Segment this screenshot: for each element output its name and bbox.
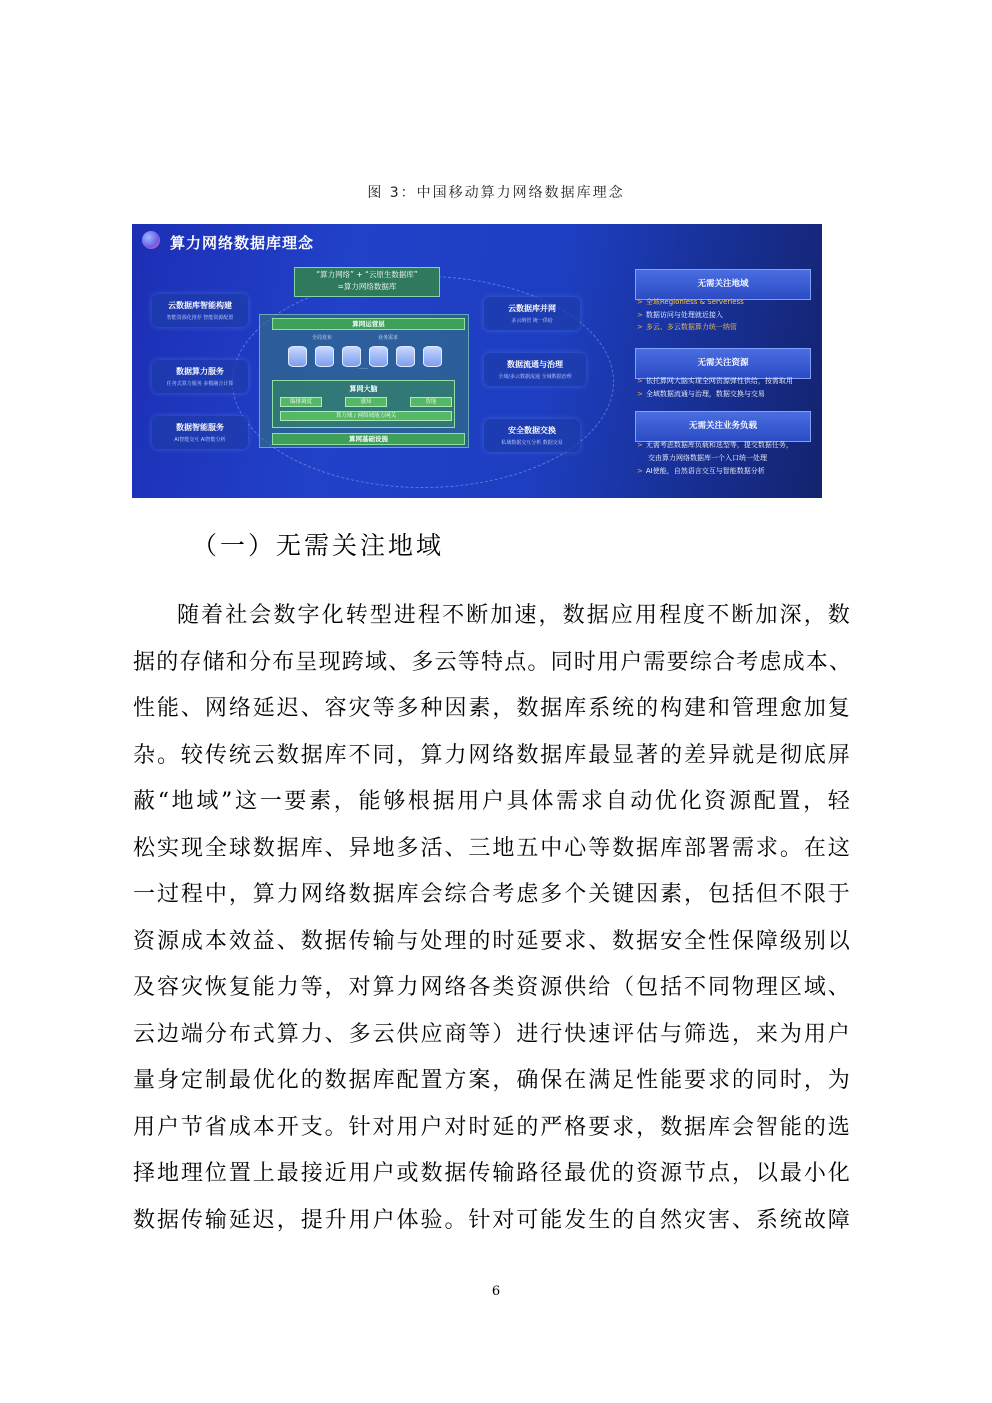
left-box-title: 数据算力服务 bbox=[176, 367, 224, 376]
left-box-smart-build bbox=[152, 294, 248, 327]
arrow-icon: > bbox=[637, 441, 643, 449]
body-line: 用户节省成本开支。针对用户对时延的严格要求，数据库会智能的选 bbox=[133, 1114, 851, 1140]
body-line: 及容灾恢复能力等，对算力网络各类资源供给（包括不同物理区域、 bbox=[133, 975, 851, 1000]
arrow-icon: > bbox=[637, 390, 643, 398]
body-paragraph bbox=[133, 593, 851, 1244]
panel-region-line-3 bbox=[637, 322, 737, 332]
left-box-sub: AI智能交互 AI智能分析 bbox=[174, 437, 226, 443]
brain-tag-gateway: 算力域 / 网络域能力网关 bbox=[280, 411, 452, 421]
right-box-sub: 全域/多云数据流通 全域数据治理 bbox=[498, 374, 572, 380]
left-box-title: 云数据库智能构建 bbox=[168, 301, 232, 310]
body-line: 云边端分布式算力、多云供应商等）进行快速评估与筛选，来为用户 bbox=[133, 1021, 851, 1047]
brain-tag-scheduling: 编排调度 bbox=[280, 397, 322, 407]
ops-sub-2: 业务需求 bbox=[378, 335, 399, 341]
formula-line-2: =算力网络数据库 bbox=[337, 282, 397, 291]
formula-banner bbox=[294, 267, 440, 297]
database-icon bbox=[288, 346, 307, 367]
panel-region-line-1 bbox=[637, 297, 744, 307]
body-line: 随着社会数字化转型进程不断加速，数据应用程度不断加深，数 bbox=[177, 603, 851, 628]
right-box-sub: 多云纳管 统一供给 bbox=[511, 318, 553, 324]
body-line: 量身定制最优化的数据库配置方案，确保在满足性能要求的同时，为 bbox=[133, 1068, 851, 1093]
body-line: 资源成本效益、数据传输与处理的时延要求、数据安全性保障级别以 bbox=[133, 928, 851, 954]
figure-caption: 图 3：中国移动算力网络数据库理念 bbox=[367, 185, 625, 201]
database-icon bbox=[342, 346, 361, 367]
body-line: 一过程中，算力网络数据库会综合考虑多个关键因素，包括但不限于 bbox=[133, 882, 851, 907]
figure-title: 算力网络数据库理念 bbox=[170, 234, 315, 252]
right-box-data-flow bbox=[484, 353, 586, 386]
left-box-compute-service bbox=[152, 360, 248, 393]
panel-resource-title: 无需关注资源 bbox=[635, 348, 811, 379]
left-box-sub: 任务式算力服务 多模融合计算 bbox=[166, 381, 234, 387]
right-box-title: 安全数据交换 bbox=[508, 426, 556, 435]
arrow-icon: > bbox=[637, 311, 643, 319]
body-line: 数据传输延迟，提升用户体验。针对可能发生的自然灾害、系统故障 bbox=[133, 1207, 851, 1233]
left-box-title: 数据智能服务 bbox=[176, 423, 224, 432]
section-heading: （一）无需关注地域 bbox=[192, 531, 445, 560]
ops-layer-bar: 算网运营层 bbox=[272, 318, 465, 330]
body-line: 性能、网络延迟、容灾等多种因素，数据库系统的构建和管理愈加复 bbox=[133, 696, 851, 721]
panel-workload-line-2: 交由算力网络数据库一个入口统一处理 bbox=[648, 454, 767, 462]
right-box-secure-exchange bbox=[484, 419, 580, 452]
panel-line-text: 数据访问与处理就近接入 bbox=[645, 311, 723, 319]
panel-resource-line-1 bbox=[637, 376, 793, 386]
infra-bar: 算网基础设施 bbox=[272, 433, 465, 445]
ellipsis: …… bbox=[358, 365, 368, 371]
left-box-sub: 智能资源化推荐 智能资源配置 bbox=[166, 315, 234, 321]
left-box-smart-service bbox=[152, 416, 248, 449]
database-icon bbox=[315, 346, 334, 367]
panel-line-text: 多云、多云数据算力统一纳管 bbox=[645, 323, 737, 331]
right-box-sub: 私域数据交互分析 数据交易 bbox=[501, 440, 563, 446]
right-box-title: 数据流通与治理 bbox=[507, 360, 563, 369]
panel-region-line-2 bbox=[637, 310, 723, 320]
body-line: 松实现全球数据库、异地多活、三地五中心等数据库部署需求。在这 bbox=[133, 835, 851, 861]
panel-line-text: 全域数据流通与治理，数据交换与交易 bbox=[645, 390, 765, 398]
right-box-title: 云数据库并网 bbox=[508, 304, 556, 313]
body-line: 据的存储和分布呈现跨域、多云等特点。同时用户需要综合考虑成本、 bbox=[133, 649, 853, 675]
panel-workload-line-1 bbox=[637, 440, 793, 450]
database-icon bbox=[396, 346, 415, 367]
arrow-icon: > bbox=[637, 467, 643, 475]
panel-workload-title: 无需关注业务负载 bbox=[635, 411, 811, 442]
right-box-db-grid bbox=[484, 297, 580, 330]
ops-sub-1: 全局发布 bbox=[312, 335, 333, 341]
page-number: 6 bbox=[491, 1284, 501, 1299]
brain-tag-perception: 感知 bbox=[345, 397, 387, 407]
brain-label: 算网大脑 bbox=[349, 385, 378, 393]
database-icon bbox=[369, 346, 388, 367]
arrow-icon: > bbox=[637, 323, 643, 331]
arrow-icon: > bbox=[637, 298, 643, 306]
arrow-icon: > bbox=[637, 377, 643, 385]
panel-line-text: 全域Regionless & Serverless bbox=[645, 298, 744, 306]
brain-tag-intelligence: 智能 bbox=[410, 397, 452, 407]
logo-orb-icon bbox=[142, 231, 160, 249]
panel-line-text: 依托算网大脑实现全网资源弹性供给，按需取用 bbox=[645, 377, 793, 385]
panel-region-title: 无需关注地域 bbox=[635, 269, 811, 300]
body-line: 杂。较传统云数据库不同，算力网络数据库最显著的差异就是彻底屏 bbox=[133, 742, 851, 768]
body-line: 蔽“地域”这一要素，能够根据用户具体需求自动优化资源配置，轻 bbox=[133, 789, 851, 814]
formula-line-1: “算力网络” + “云原生数据库” bbox=[316, 270, 418, 279]
database-icon bbox=[423, 346, 442, 367]
panel-line-text: AI使能，自然语言交互与智能数据分析 bbox=[645, 467, 765, 475]
figure-diagram bbox=[132, 224, 822, 498]
panel-resource-line-2 bbox=[637, 389, 765, 399]
panel-workload-line-3 bbox=[637, 466, 765, 476]
body-line: 择地理位置上最接近用户或数据传输路径最优的资源节点，以最小化 bbox=[133, 1161, 851, 1186]
panel-line-text: 无需考虑数据库负载和选型等，提交数据任务， bbox=[645, 441, 793, 449]
